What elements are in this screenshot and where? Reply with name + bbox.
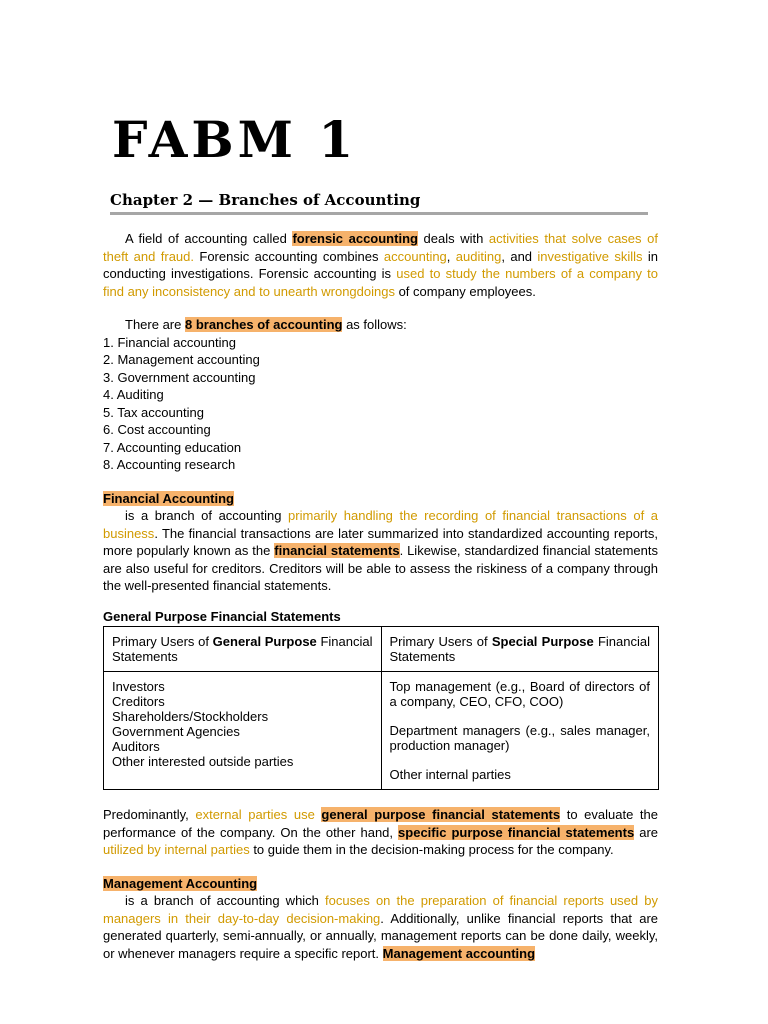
branches-intro <box>103 316 658 334</box>
spacer <box>103 859 658 875</box>
table-header-general <box>104 627 382 672</box>
text: Financial Statements <box>389 634 650 664</box>
text: . The financial transactions are later summarized into standardized accounting reports, more popularly known as the <box>103 525 658 558</box>
list-item: 4. Auditing <box>103 387 164 402</box>
list-item: Government Agencies <box>112 724 240 739</box>
emphasis-text: primarily handling the recording of financial transactions of a business <box>103 508 658 541</box>
highlight-specific-purpose: specific purpose financial statements <box>398 824 635 840</box>
list-item: 8. Accounting research <box>103 457 236 472</box>
list-item: 5. Tax accounting <box>103 404 204 420</box>
list-item: Auditors <box>112 739 160 754</box>
document-title: FABM 1 <box>112 110 358 169</box>
chapter-heading: Chapter 2 — Branches of Accounting <box>110 190 648 215</box>
predominantly-paragraph <box>103 806 658 859</box>
list-item: Investors <box>112 679 165 694</box>
list-item: 1. Financial accounting <box>103 334 236 350</box>
list-item: Top management (e.g., Board of directors of a company, CEO, CFO, COO) <box>389 679 650 709</box>
emphasis-text: utilized by internal parties <box>103 842 250 857</box>
highlight-8-branches: 8 branches of accounting <box>184 317 343 332</box>
table-header-row <box>104 627 659 672</box>
list-item: Creditors <box>112 694 165 709</box>
list-item: Shareholders/Stockholders <box>112 709 269 724</box>
text: of company employees. <box>394 283 536 299</box>
list-item: 6. Cost accounting <box>103 422 211 437</box>
list-item: 2. Management accounting <box>103 352 260 367</box>
list-item: 7. Accounting education <box>103 439 242 455</box>
emphasis-text: focuses on the preparation of financial reports used by managers in their day-to-day decision-making <box>103 893 658 926</box>
text: Predominantly, <box>103 807 196 822</box>
general-users-cell <box>104 672 382 790</box>
text: . Likewise, standardized financial statements are also useful for creditors. Creditors will be able to assess the riskiness of a company through the well-presented financial statements. <box>103 543 658 593</box>
text: in conducting investigations. Forensic accounting is <box>103 248 659 281</box>
table-row <box>104 672 659 790</box>
spacer <box>103 300 658 316</box>
text: is a branch of accounting which <box>125 893 326 908</box>
users-table <box>103 626 659 790</box>
bold-text: Special Purpose <box>491 634 594 649</box>
special-users-cell <box>381 672 659 790</box>
highlight-management-accounting: Management accounting <box>382 945 536 961</box>
spacer <box>390 709 651 723</box>
text: deals with <box>417 231 489 246</box>
text: as follows: <box>342 317 407 332</box>
text: to guide them in the decision-making process for the company. <box>249 842 614 857</box>
text: to evaluate the performance of the company. On the other hand, <box>103 807 659 840</box>
financial-heading-line <box>103 490 658 508</box>
spacer <box>103 790 658 806</box>
emphasis-text: auditing <box>455 248 502 264</box>
list-item: Other internal parties <box>389 767 511 782</box>
financial-paragraph <box>103 507 658 595</box>
text: . Additionally, unlike financial reports that are generated quarterly, semi-annually, or annually, management reports can be done daily, weekly, or whenever managers require a specific report. <box>103 910 659 961</box>
management-paragraph <box>103 892 658 962</box>
text: Primary Users of <box>112 634 213 649</box>
list-item: Department managers (e.g., sales manager, production manager) <box>389 723 650 753</box>
branches-list <box>103 334 658 474</box>
document-body <box>103 230 658 962</box>
highlight-forensic-accounting: forensic accounting <box>292 231 418 246</box>
text: Primary Users of <box>389 634 492 649</box>
management-heading-line <box>103 875 658 893</box>
text: is a branch of accounting <box>125 508 289 523</box>
emphasis-text: activities that solve cases of theft and fraud. <box>103 231 658 264</box>
bold-text: General Purpose <box>212 634 317 649</box>
highlight-general-purpose: general purpose financial statements <box>321 807 561 822</box>
spacer <box>390 753 651 767</box>
text: , <box>446 248 456 264</box>
text: There are <box>125 317 185 332</box>
text: A field of accounting called <box>125 231 293 246</box>
highlight-financial-statements: financial statements <box>274 543 400 558</box>
table-caption: General Purpose Financial Statements <box>103 608 341 624</box>
list-item: 3. Government accounting <box>103 369 256 385</box>
management-accounting-heading: Management Accounting <box>103 875 258 891</box>
text: Forensic accounting combines <box>194 248 384 264</box>
spacer <box>103 474 658 490</box>
table-header-special <box>381 627 659 672</box>
spacer <box>103 595 658 608</box>
list-item: Other interested outside parties <box>112 754 294 769</box>
emphasis-text: used to study the numbers of a company to find any inconsistency and to unearth wrongdoings <box>103 266 659 299</box>
text: , and <box>501 248 538 264</box>
forensic-paragraph <box>103 230 658 300</box>
emphasis-text: external parties use <box>195 807 315 822</box>
emphasis-text: investigative skills <box>537 248 643 264</box>
text: are <box>634 824 658 840</box>
financial-accounting-heading: Financial Accounting <box>103 490 234 506</box>
emphasis-text: accounting <box>383 248 447 264</box>
text: Financial Statements <box>112 634 373 664</box>
